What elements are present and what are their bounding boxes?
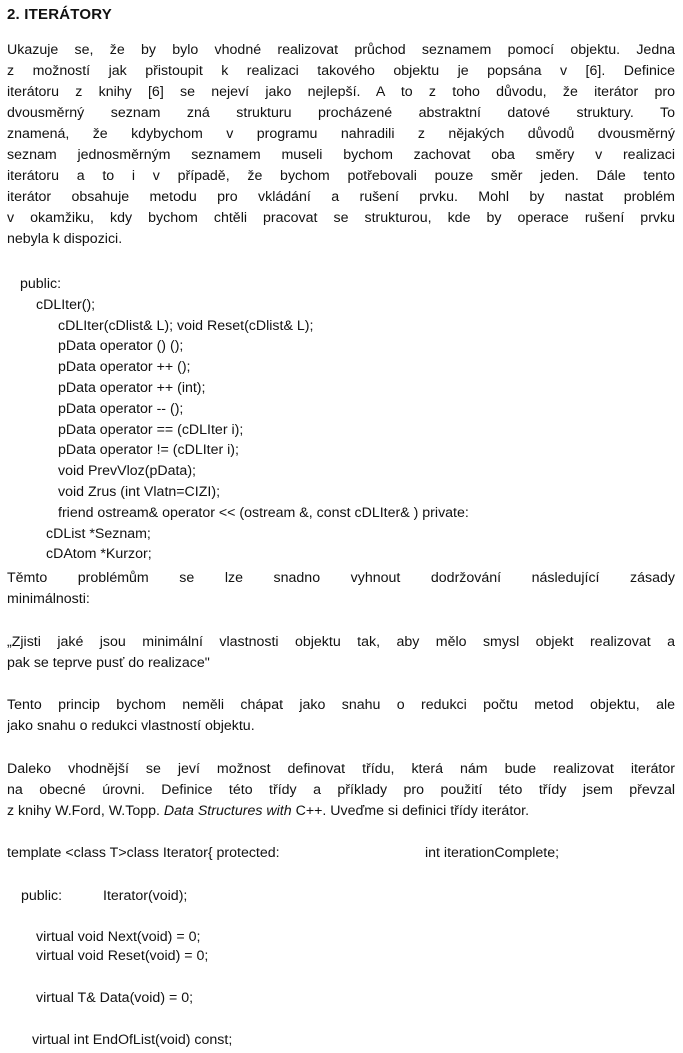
paragraph-line: iterátoru z knihy [6] se nejeví jako nejlepší. A to z toho důvodu, že iterátor pro: [7, 84, 675, 100]
paragraph-line: v okamžiku, kdy bychom chtěli pracovat se strukturou, kde by operace rušení prvku: [7, 210, 675, 226]
code-line: public:: [21, 888, 63, 904]
section-heading: 2. ITERÁTORY: [7, 6, 112, 23]
paragraph-line: pak se teprve pusť do realizace": [7, 655, 210, 671]
paragraph-text: z knihy W.Ford, W.Topp.: [7, 803, 164, 819]
paragraph-line: dvousměrný seznam zná strukturu procházené abstraktní datové struktury. To: [7, 105, 675, 121]
paragraph-line: iterátoru a to i v případě, že bychom potřebovali pouze směr jeden. Dále tento: [7, 168, 675, 184]
code-line: cDLIter();: [36, 296, 96, 313]
code-line: void Zrus (int Vlatn=CIZI);: [58, 483, 221, 500]
code-line: friend ostream& operator << (ostream &, const cDLIter& ) private:: [58, 504, 469, 521]
code-line: pData operator ++ (int);: [58, 379, 206, 396]
paragraph-line: Daleko vhodnější se jeví možnost definovat třídu, která nám bude realizovat iterátor: [7, 761, 675, 777]
code-line: virtual void Next(void) = 0;: [36, 929, 201, 945]
minimality-paragraph: [7, 568, 675, 610]
paragraph-line: z možností jak přistoupit k realizaci takového objektu je popsána v [6]. Definice: [7, 63, 675, 79]
intro-paragraph: [7, 40, 675, 250]
code-line: pData operator != (cDLIter i);: [58, 442, 239, 459]
code-line: Iterator(void);: [103, 888, 188, 904]
paragraph-line: Tento princip bychom neměli chápat jako snahu o redukci počtu metod objektu, ale: [7, 697, 675, 713]
code-line: void PrevVloz(pData);: [58, 463, 196, 480]
code-line: virtual T& Data(void) = 0;: [36, 990, 194, 1006]
code-line: public:: [20, 276, 62, 292]
code-line: int iterationComplete;: [425, 845, 560, 861]
iterator-class-paragraph: [7, 759, 675, 822]
paragraph-line: seznam jednosměrným seznamem museli bychom zachovat oba směry v realizaci: [7, 147, 675, 163]
paragraph-line: [7, 801, 675, 822]
paragraph-line: minimálnosti:: [7, 591, 90, 607]
paragraph-line: nebyla k dispozici.: [7, 231, 123, 247]
code-line: pData operator -- ();: [58, 400, 184, 417]
code-line: virtual int EndOfList(void) const;: [32, 1032, 233, 1048]
code-line: pData operator ++ ();: [58, 359, 191, 376]
paragraph-line: „Zjisti jaké jsou minimální vlastnosti objektu tak, aby mělo smysl objekt realizovat a: [7, 634, 675, 650]
paragraph-line: znamená, že kdybychom v programu nahradili z nějakých důvodů dvousměrný: [7, 126, 675, 142]
code-line: pData operator () ();: [58, 338, 184, 355]
code-line: cDList *Seznam;: [46, 525, 151, 542]
code-line: template <class T>class Iterator{ protected:: [7, 845, 280, 861]
code-line: cDAtom *Kurzor;: [46, 546, 152, 563]
principle-explanation-paragraph: [7, 695, 675, 737]
paragraph-line: jako snahu o redukci vlastností objektu.: [7, 718, 255, 734]
principle-quote: [7, 632, 675, 674]
paragraph-line: iterátor obsahuje metodu pro vkládání a rušení prvku. Mohl by nastat problém: [7, 189, 675, 205]
paragraph-line: Těmto problémům se lze snadno vyhnout dodržování následující zásady: [7, 570, 675, 586]
paragraph-line: na obecné úrovni. Definice této třídy a příklady pro použití této třídy jsem převzal: [7, 782, 675, 798]
class-declaration-code: [20, 274, 469, 565]
code-line: virtual void Reset(void) = 0;: [36, 948, 209, 964]
code-line: cDLIter(cDlist& L); void Reset(cDlist& L);: [58, 317, 314, 334]
book-title: Data Structures with: [163, 803, 292, 819]
code-line: pData operator == (cDLIter i);: [58, 421, 244, 438]
paragraph-text: C++. Uveďme si definici třídy iterátor.: [291, 803, 530, 819]
paragraph-line: Ukazuje se, že by bylo vhodné realizovat průchod seznamem pomocí objektu. Jedna: [7, 42, 675, 58]
